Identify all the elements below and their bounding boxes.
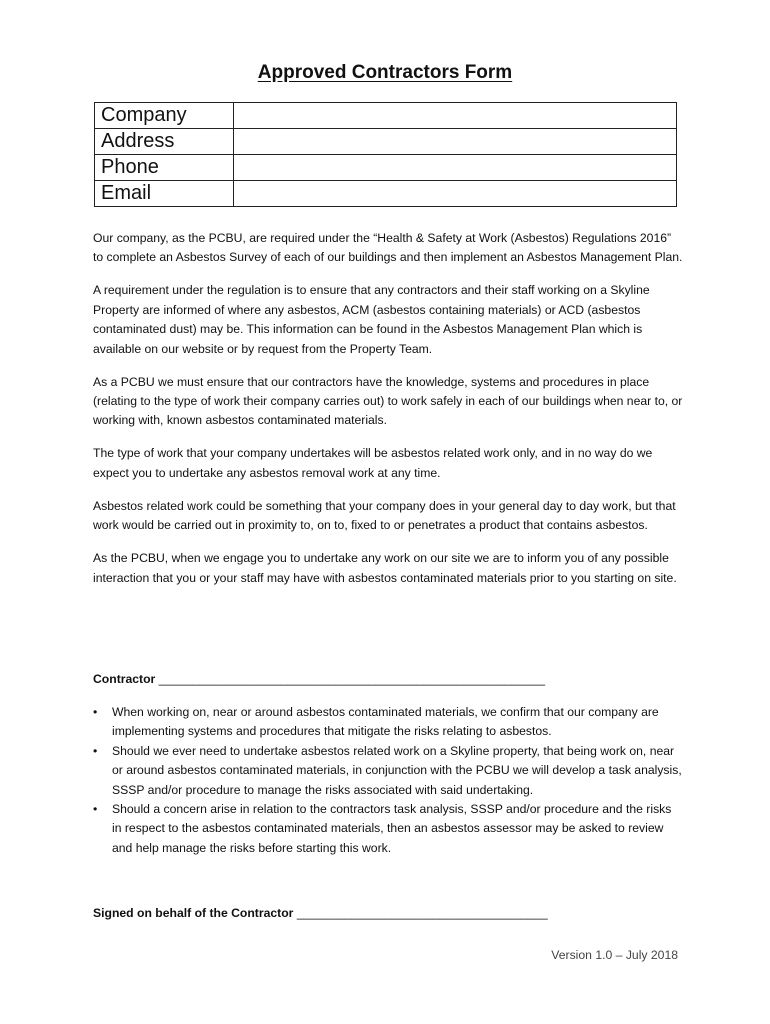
signed-label: Signed on behalf of the Contractor — [93, 906, 294, 920]
email-field[interactable] — [234, 181, 677, 207]
email-label: Email — [95, 181, 234, 207]
address-label: Address — [95, 129, 234, 155]
paragraph-requirement: A requirement under the regulation is to ensure that any contractors and their staff working on a Skyline Property are informed of where any asbestos, ACM (asbestos containing materials) or ACD (asbestos contaminated dust) may be. This information can be found in the Asbestos Management Plan which is available on our website or by request from the Property Team. — [93, 283, 650, 356]
phone-field[interactable] — [234, 155, 677, 181]
contractor-label: Contractor — [93, 672, 156, 686]
page-title: Approved Contractors Form — [257, 62, 513, 83]
signed-field[interactable]: _____________________________________ — [296, 906, 548, 920]
company-label: Company — [95, 103, 234, 129]
list-item-text: When working on, near or around asbestos contaminated materials, we confirm that our company are implementing systems and procedures that mitigate the risks relating to asbestos. — [112, 705, 659, 739]
address-field[interactable] — [234, 129, 677, 155]
list-item-text: Should we ever need to undertake asbestos related work on a Skyline property, that being work on, near or around asbestos contaminated materials, in conjunction with the PCBU we will develop a task analysis, SSSP and/or procedure to manage the risks associated with said undertaking. — [112, 743, 682, 797]
bullet-icon: • — [93, 743, 98, 758]
paragraph-work-type: The type of work that your company undertakes will be asbestos related work only, and in no way do we expect you to undertake any asbestos removal work at any time. — [93, 446, 653, 480]
confirmation-list — [93, 703, 683, 858]
paragraph-pcbu-obligation: As a PCBU we must ensure that our contractors have the knowledge, systems and procedures in place (relating to the type of work their company carries out) to work safely in each of our buildings when near to, or working with, known asbestos contaminated materials. — [93, 374, 683, 428]
list-item — [93, 742, 683, 800]
paragraph-regulations: Our company, as the PCBU, are required under the “Health & Safety at Work (Asbestos) Regulations 2016” to complete an Asbestos Survey of each of our buildings and then implement an Asbestos Management Plan. — [93, 231, 683, 265]
signed-on-behalf-line — [93, 904, 693, 923]
company-field[interactable] — [234, 103, 677, 129]
list-item — [93, 703, 683, 742]
contractor-signature-line — [93, 670, 693, 689]
contractor-field[interactable]: _________________________________________________________ — [158, 672, 546, 686]
table-row — [95, 155, 677, 181]
bullet-icon: • — [93, 802, 98, 817]
paragraph-related-work: Asbestos related work could be something that your company does in your general day to day work, but that work would be carried out in proximity to, on to, fixed to or penetrates a product that contains asbestos. — [93, 498, 676, 533]
body-text — [93, 229, 683, 602]
list-item-text: Should a concern arise in relation to the contractors task analysis, SSSP and/or procedure and the risks in respect to the asbestos contaminated materials, then an asbestos assessor may be asked to review and help manage the risks before starting this work. — [112, 802, 672, 855]
table-row — [95, 181, 677, 207]
table-row — [95, 129, 677, 155]
table-row — [95, 103, 677, 129]
version-footer: Version 1.0 – July 2018 — [551, 948, 678, 962]
paragraph-inform: As the PCBU, when we engage you to undertake any work on our site we are to inform you of any possible interaction that you or your staff may have with asbestos contaminated materials prior to you starting on site. — [93, 551, 677, 585]
phone-label: Phone — [95, 155, 234, 181]
list-item — [93, 800, 683, 858]
bullet-icon: • — [93, 705, 98, 719]
contractor-info-table — [94, 102, 677, 207]
